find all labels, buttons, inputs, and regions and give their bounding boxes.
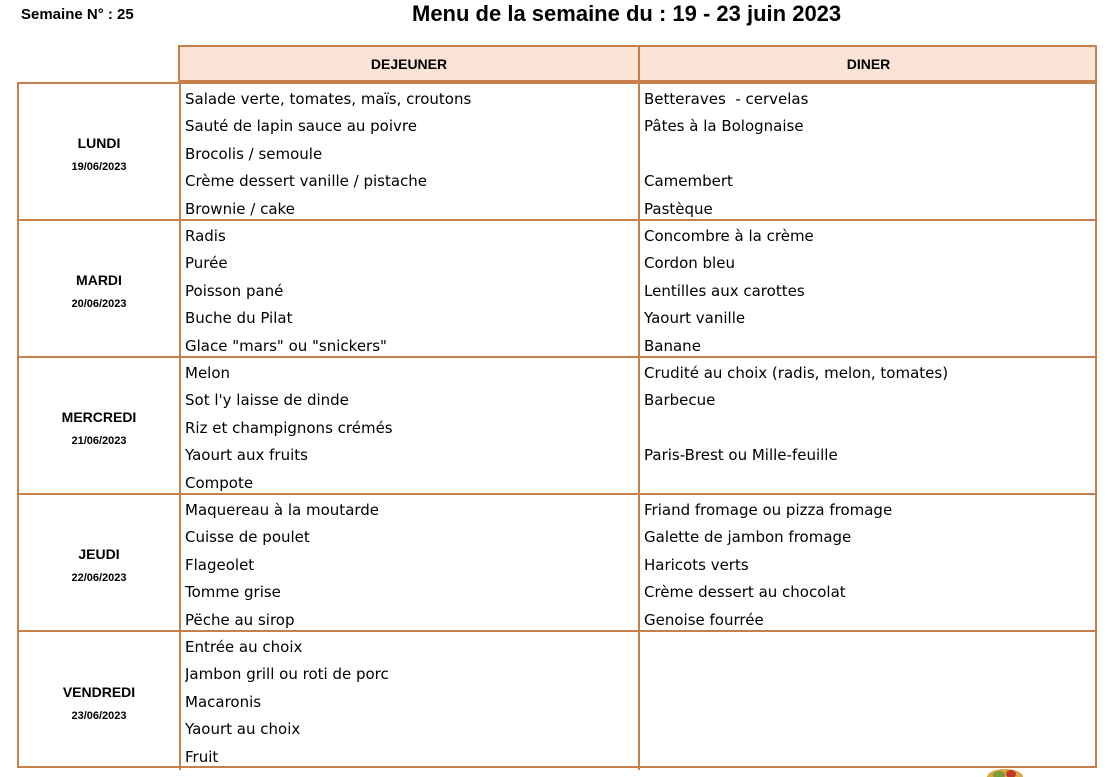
menu-item: Poisson pané bbox=[185, 281, 284, 300]
menu-item: Yaourt aux fruits bbox=[185, 446, 308, 465]
menu-item: Cuisse de poulet bbox=[185, 528, 310, 547]
column-header-dinner: DINER bbox=[846, 55, 891, 72]
day-cell bbox=[19, 495, 181, 630]
menu-item: Salade verte, tomates, maïs, croutons bbox=[185, 90, 472, 108]
day-row-lundi bbox=[19, 84, 1095, 221]
menu-item: Flageolet bbox=[185, 555, 255, 574]
page-title: Menu de la semaine du : 19 - 23 juin 2023 bbox=[412, 1, 842, 26]
menu-item: Concombre à la crème bbox=[644, 227, 814, 245]
day-row-vendredi bbox=[19, 632, 1095, 770]
menu-item: Camembert bbox=[644, 172, 733, 191]
menu-item bbox=[644, 415, 1095, 442]
menu-item: Brocolis / semoule bbox=[185, 144, 323, 163]
day-name: JEUDI bbox=[78, 545, 120, 562]
menu-item: Jambon grill ou roti de porc bbox=[185, 665, 389, 684]
menu-item: Entrée au choix bbox=[185, 638, 303, 656]
day-date: 22/06/2023 bbox=[71, 571, 127, 584]
day-date: 23/06/2023 bbox=[71, 710, 127, 722]
day-cell bbox=[19, 358, 181, 493]
menu-item: Haricots verts bbox=[644, 555, 749, 574]
menu-item: Sot l'y laisse de dinde bbox=[185, 391, 349, 410]
lunch-menu bbox=[181, 358, 640, 493]
lunch-menu bbox=[181, 495, 640, 630]
menu-item: Sauté de lapin sauce au poivre bbox=[185, 117, 417, 136]
menu-item bbox=[644, 634, 1095, 661]
menu-item bbox=[644, 470, 1095, 497]
menu-item: Crudité au choix (radis, melon, tomates) bbox=[644, 364, 949, 382]
day-row-mardi bbox=[19, 221, 1095, 358]
column-header-lunch: DEJEUNER bbox=[180, 47, 640, 80]
menu-item: Yaourt au choix bbox=[185, 720, 301, 739]
menu-item: Radis bbox=[185, 227, 226, 245]
day-row-jeudi bbox=[19, 495, 1095, 632]
decorative-logo-icon bbox=[985, 763, 1025, 777]
day-date: 19/06/2023 bbox=[71, 160, 127, 173]
dinner-menu bbox=[640, 495, 1095, 630]
menu-item bbox=[644, 689, 1095, 716]
day-name: MARDI bbox=[76, 271, 122, 288]
menu-item: Riz et champignons crémés bbox=[185, 418, 393, 437]
menu-item bbox=[644, 661, 1095, 688]
menu-item: Cordon bleu bbox=[644, 254, 735, 273]
dinner-menu bbox=[640, 84, 1095, 219]
lunch-menu bbox=[181, 632, 640, 770]
menu-item: Purée bbox=[185, 254, 228, 273]
day-row-mercredi bbox=[19, 358, 1095, 495]
menu-table bbox=[17, 82, 1097, 768]
menu-item: Paris-Brest ou Mille-feuille bbox=[644, 446, 838, 465]
menu-item: Melon bbox=[185, 364, 231, 382]
menu-item: Pâtes à la Bolognaise bbox=[644, 117, 804, 136]
lunch-menu bbox=[181, 84, 640, 219]
day-name: MERCREDI bbox=[61, 408, 137, 425]
day-cell bbox=[19, 221, 181, 356]
day-name: LUNDI bbox=[77, 134, 121, 151]
menu-item: Friand fromage ou pizza fromage bbox=[644, 501, 893, 519]
menu-item: Tomme grise bbox=[185, 583, 281, 602]
dinner-menu bbox=[640, 632, 1095, 770]
menu-item: Genoise fourrée bbox=[644, 610, 764, 629]
dinner-menu bbox=[640, 221, 1095, 356]
menu-item: Crème dessert vanille / pistache bbox=[185, 172, 428, 191]
menu-item bbox=[644, 716, 1095, 743]
menu-item: Compote bbox=[185, 473, 254, 492]
menu-item: Brownie / cake bbox=[185, 199, 295, 218]
menu-item: Barbecue bbox=[644, 391, 716, 410]
menu-item: Yaourt vanille bbox=[644, 309, 746, 328]
menu-item: Glace "mars" ou "snickers" bbox=[185, 336, 387, 355]
lunch-menu bbox=[181, 221, 640, 356]
menu-item: Betteraves - cervelas bbox=[644, 90, 809, 108]
menu-item: Lentilles aux carottes bbox=[644, 281, 805, 300]
week-number: Semaine N° : 25 bbox=[21, 6, 134, 23]
menu-item: Fruit bbox=[185, 747, 219, 766]
column-header-row bbox=[178, 45, 1097, 82]
menu-item: Pëche au sirop bbox=[185, 610, 295, 629]
menu-item: Crème dessert au chocolat bbox=[644, 583, 846, 602]
day-name: VENDREDI bbox=[62, 684, 136, 700]
menu-item: Banane bbox=[644, 336, 701, 355]
day-date: 20/06/2023 bbox=[71, 297, 127, 310]
dinner-menu bbox=[640, 358, 1095, 493]
menu-item bbox=[644, 141, 1095, 168]
menu-item: Macaronis bbox=[185, 692, 262, 711]
menu-item: Buche du Pilat bbox=[185, 309, 293, 328]
day-cell bbox=[19, 84, 181, 219]
day-cell bbox=[19, 632, 181, 770]
menu-item: Pastèque bbox=[644, 199, 713, 218]
menu-item bbox=[644, 744, 1095, 771]
menu-item: Galette de jambon fromage bbox=[644, 528, 852, 547]
day-date: 21/06/2023 bbox=[71, 434, 127, 447]
menu-item: Maquereau à la moutarde bbox=[185, 501, 380, 519]
